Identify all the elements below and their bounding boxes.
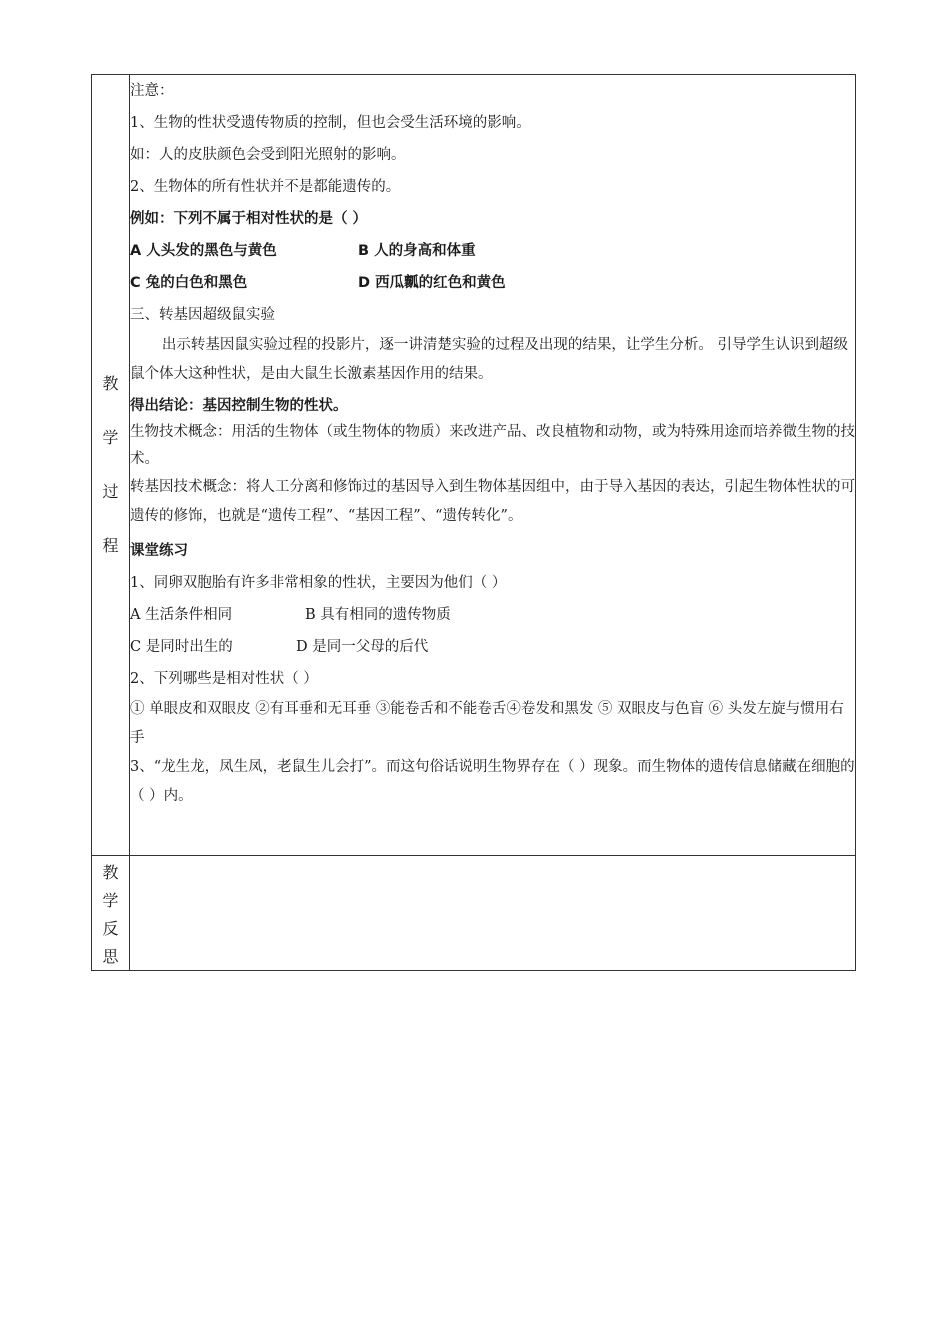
example-question: 例如：下列不属于相对性状的是（ ）: [130, 211, 368, 227]
q1-option-d: D 是同一父母的后代: [296, 639, 429, 655]
question-3: 3、“龙生龙，凤生凤，老鼠生儿会打”。而这句俗话说明生物界存在（ ）现象。而生物体的遗传信息储藏在细胞的（ ）内。: [130, 759, 855, 804]
example-option-b: B 人的身高和体重: [358, 243, 476, 259]
biotech-concept: 生物技术概念：用活的生物体（或生物体的物质）来改进产品、改良植物和动物，或为特殊用途而培养微生物的技术。: [130, 424, 855, 467]
label-char: 反: [102, 919, 119, 938]
exercise-title: 课堂练习: [130, 543, 188, 559]
note-1: 1、生物的性状受遗传物质的控制，但也会受生活环境的影响。: [130, 115, 531, 131]
section-3-heading: 三、转基因超级鼠实验: [130, 307, 275, 323]
note-1-example: 如：人的皮肤颜色会受到阳光照射的影响。: [130, 147, 406, 163]
transgene-concept: 转基因技术概念：将人工分离和修饰过的基因导入到生物体基因组中，由于导入基因的表达，引起生物体性状的可遗传的修饰，也就是“遗传工程”、“基因工程”、“遗传转化”。: [130, 479, 855, 524]
example-option-d: D 西瓜瓤的红色和黄色: [358, 275, 506, 291]
label-char: 学: [102, 891, 119, 910]
teaching-process-label: [92, 75, 129, 855]
q1-option-c: C 是同时出生的: [130, 639, 233, 655]
label-char: 教: [102, 374, 119, 393]
teaching-process-content: [130, 75, 856, 856]
question-2-options: ① 单眼皮和双眼皮 ②有耳垂和无耳垂 ③能卷舌和不能卷舌④卷发和黑发 ⑤ 双眼皮与色盲 ⑥ 头发左旋与惯用右手: [130, 701, 844, 746]
teaching-reflection-row: [92, 856, 856, 971]
question-2: 2、下列哪些是相对性状（ ）: [130, 671, 318, 687]
q1-option-a: A 生活条件相同: [130, 607, 233, 623]
label-char: 过: [102, 482, 119, 501]
question-1-options-row-1: [130, 599, 855, 631]
section-3-paragraph: 出示转基因鼠实验过程的投影片，逐一讲清楚实验的过程及出现的结果，让学生分析。 引导学生认识到超级鼠个体大这种性状，是由大鼠生长激素基因作用的结果。: [130, 337, 848, 382]
teaching-reflection-content[interactable]: [130, 856, 856, 971]
question-1: 1、同卵双胞胎有许多非常相象的性状，主要因为他们（ ）: [130, 575, 507, 591]
lesson-plan-table: [91, 74, 856, 971]
example-option-c: C 兔的白色和黑色: [130, 275, 248, 291]
teaching-process-label-cell: [92, 75, 130, 856]
note-title: 注意：: [130, 83, 174, 99]
teaching-process-row: [92, 75, 856, 856]
teaching-reflection-label-cell: [92, 856, 130, 971]
conclusion: 得出结论：基因控制生物的性状。: [130, 398, 348, 414]
question-1-options-row-2: [130, 631, 855, 663]
teaching-reflection-label: [92, 856, 129, 972]
q1-option-b: B 具有相同的遗传物质: [305, 607, 451, 623]
label-char: 教: [102, 863, 119, 882]
example-options-row-1: [130, 235, 855, 267]
example-options-row-2: [130, 267, 855, 299]
label-char: 思: [102, 947, 119, 966]
label-char: 程: [102, 536, 119, 555]
label-char: 学: [102, 428, 119, 447]
note-2: 2、生物体的所有性状并不是都能遗传的。: [130, 179, 401, 195]
example-option-a: A 人头发的黑色与黄色: [130, 243, 277, 259]
